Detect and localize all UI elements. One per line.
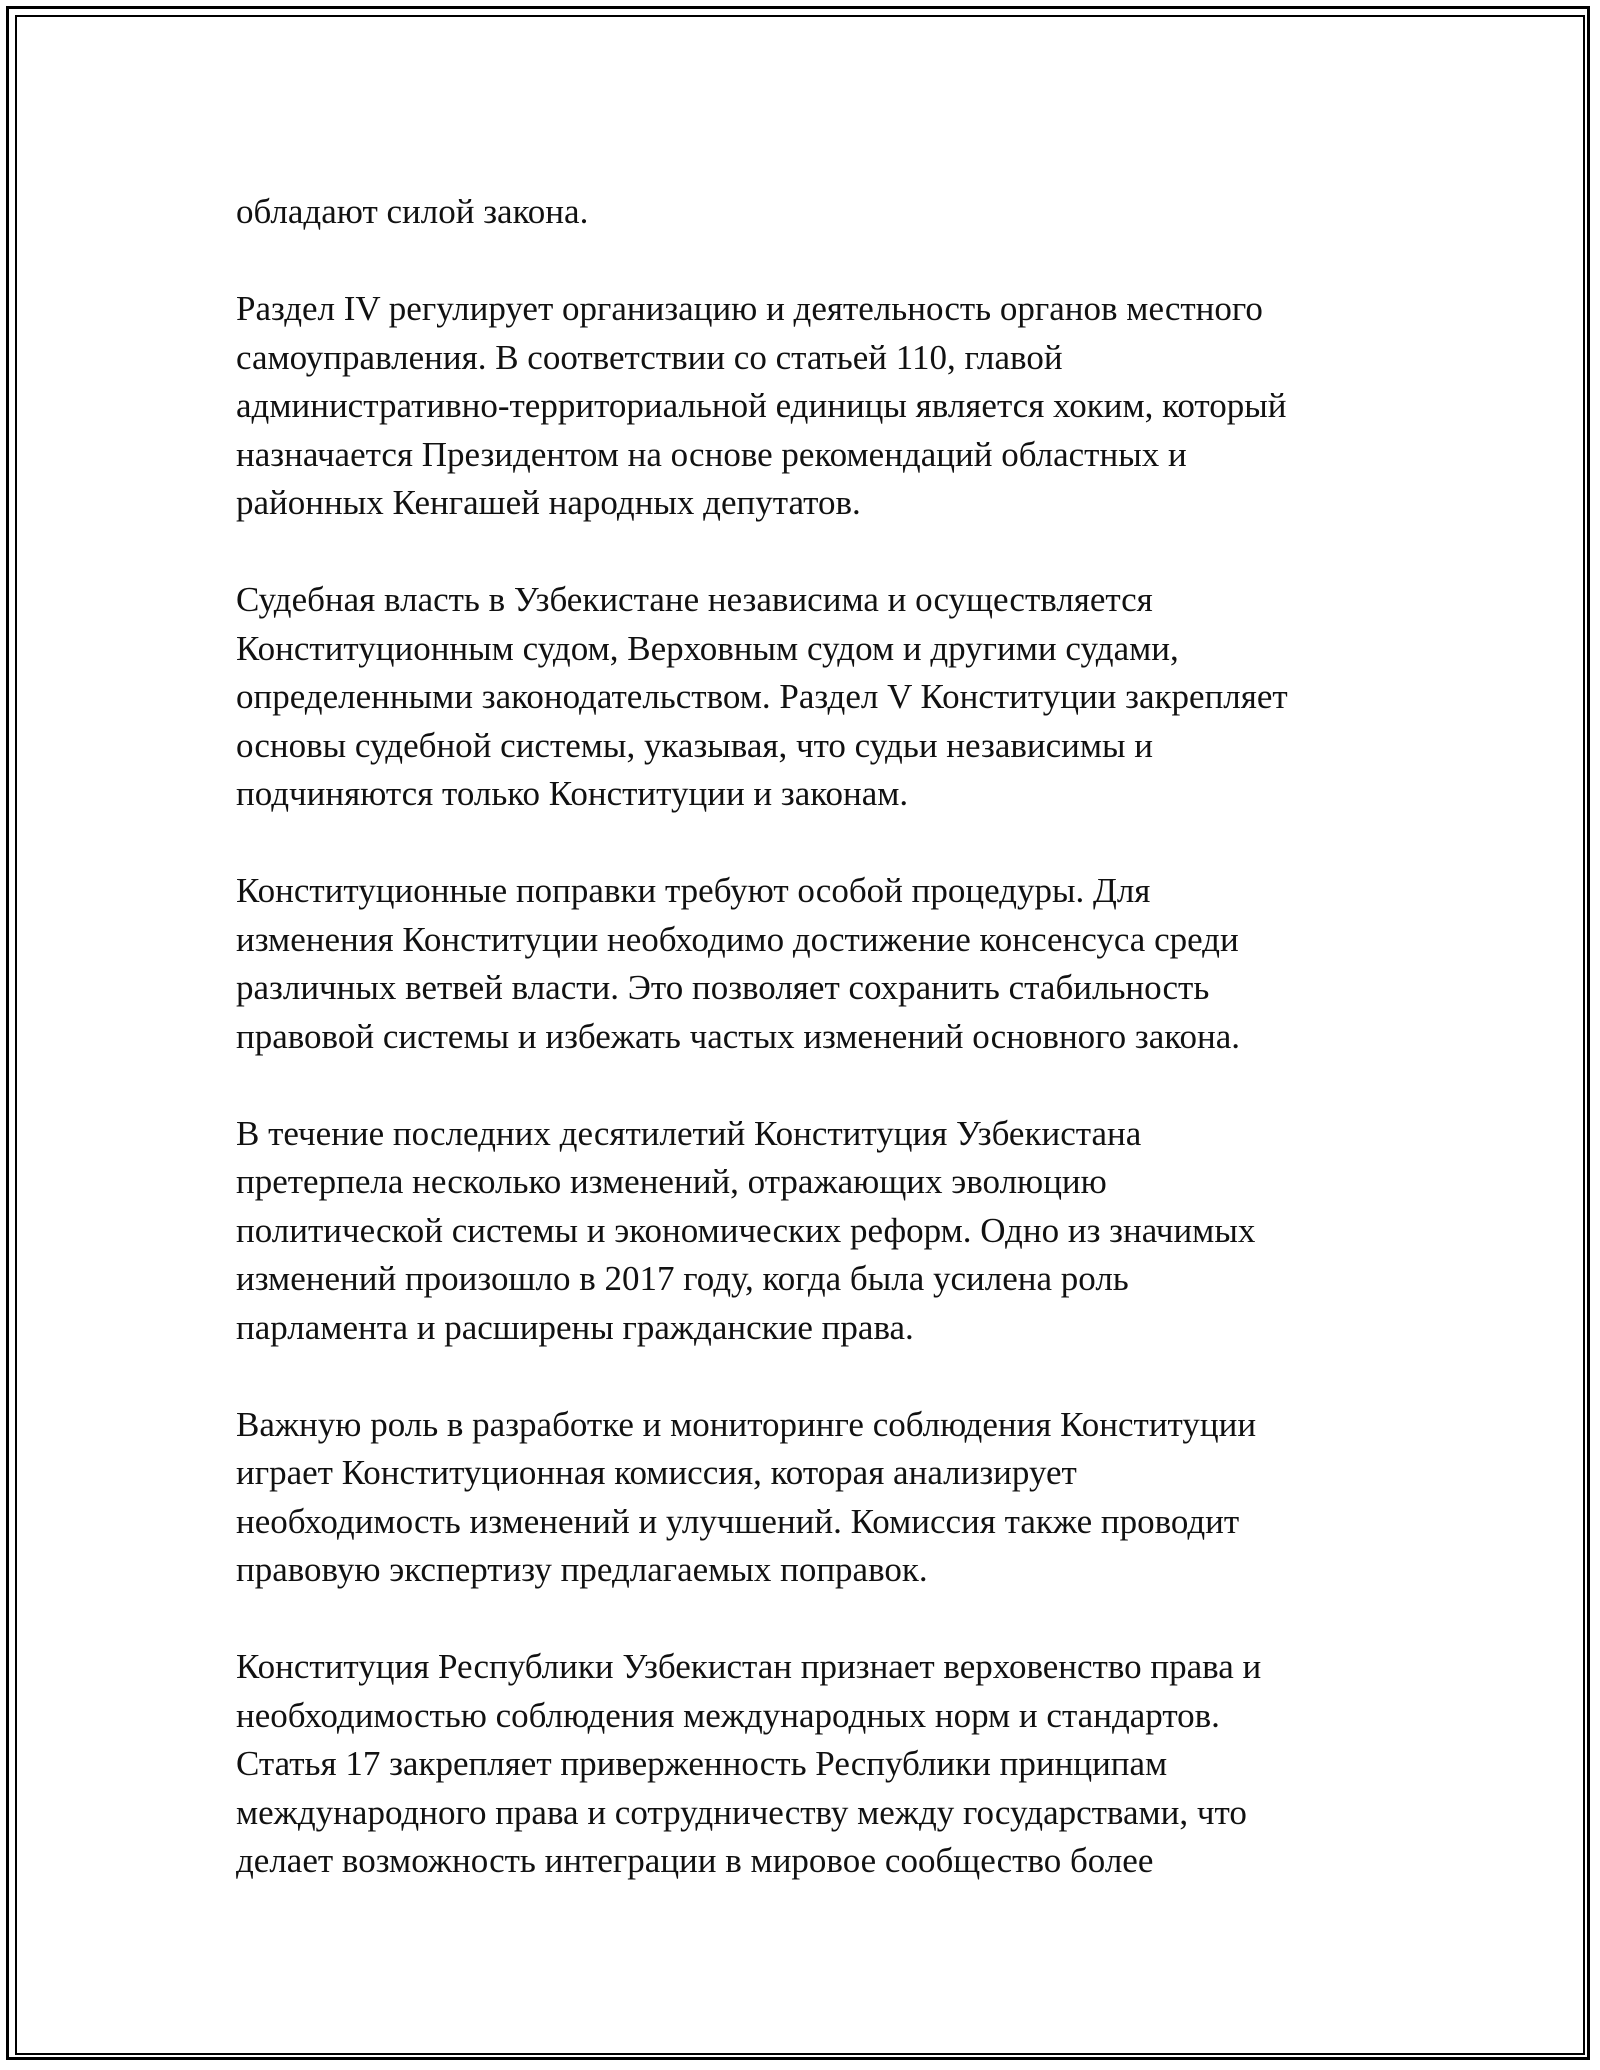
paragraph bbox=[236, 867, 1386, 1061]
text-line: административно-территориальной единицы является хоким, который bbox=[236, 386, 1287, 425]
paragraph bbox=[236, 1643, 1386, 1886]
text-line: Важную роль в разработке и мониторинге соблюдения Конституции bbox=[236, 1404, 1257, 1444]
text-line: парламента и расширены гражданские права. bbox=[236, 1307, 914, 1347]
text-line: определенными законодательством. Раздел V Конституции закрепляет bbox=[236, 677, 1288, 716]
text-line: Раздел IV регулирует организацию и деятельность органов местного bbox=[236, 289, 1263, 328]
text-line: Судебная власть в Узбекистане независима и осуществляется bbox=[236, 580, 1153, 619]
text-line: самоуправления. В соответствии со статьей 110, главой bbox=[236, 337, 1063, 377]
text-line: необходимостью соблюдения международных норм и стандартов. bbox=[236, 1695, 1220, 1735]
text-line: районных Кенгашей народных депутатов. bbox=[236, 483, 861, 522]
text-line: делает возможность интеграции в мировое сообщество более bbox=[236, 1841, 1154, 1880]
text-line: основы судебной системы, указывая, что судьи независимы и bbox=[236, 725, 1154, 765]
paragraph bbox=[236, 285, 1386, 528]
text-line: различных ветвей власти. Это позволяет сохранить стабильность bbox=[236, 968, 1210, 1007]
paragraph bbox=[236, 1110, 1386, 1353]
text-line: Статья 17 закрепляет приверженность Республики принципам bbox=[236, 1744, 1168, 1783]
text-line: играет Конституционная комиссия, которая анализирует bbox=[236, 1453, 1077, 1492]
text-line: политической системы и экономических реформ. Одно из значимых bbox=[236, 1210, 1256, 1250]
paragraph bbox=[236, 576, 1386, 819]
paragraph bbox=[236, 1401, 1386, 1595]
text-line: претерпела несколько изменений, отражающих эволюцию bbox=[236, 1162, 1107, 1201]
document-body bbox=[236, 188, 1386, 1934]
text-line: необходимость изменений и улучшений. Комиссия также проводит bbox=[236, 1501, 1240, 1541]
text-line: назначается Президентом на основе рекомендаций областных и bbox=[236, 434, 1187, 474]
text-line: правовой системы и избежать частых изменений основного закона. bbox=[236, 1016, 1241, 1056]
text-line: изменения Конституции необходимо достижение консенсуса среди bbox=[236, 919, 1239, 959]
text-line: правовую экспертизу предлагаемых поправок. bbox=[236, 1550, 928, 1589]
text-line: обладают силой закона. bbox=[236, 192, 589, 231]
text-line: изменений произошло в 2017 году, когда была усилена роль bbox=[236, 1259, 1129, 1298]
text-line: Конституционным судом, Верховным судом и другими судами, bbox=[236, 628, 1179, 668]
text-line: подчиняются только Конституции и законам. bbox=[236, 774, 909, 813]
paragraph bbox=[236, 188, 1386, 237]
text-line: Конституционные поправки требуют особой процедуры. Для bbox=[236, 871, 1151, 910]
text-line: В течение последних десятилетий Конституция Узбекистана bbox=[236, 1113, 1142, 1153]
text-line: Конституция Республики Узбекистан признает верховенство права и bbox=[236, 1647, 1262, 1686]
text-line: международного права и сотрудничеству между государствами, что bbox=[236, 1792, 1247, 1832]
